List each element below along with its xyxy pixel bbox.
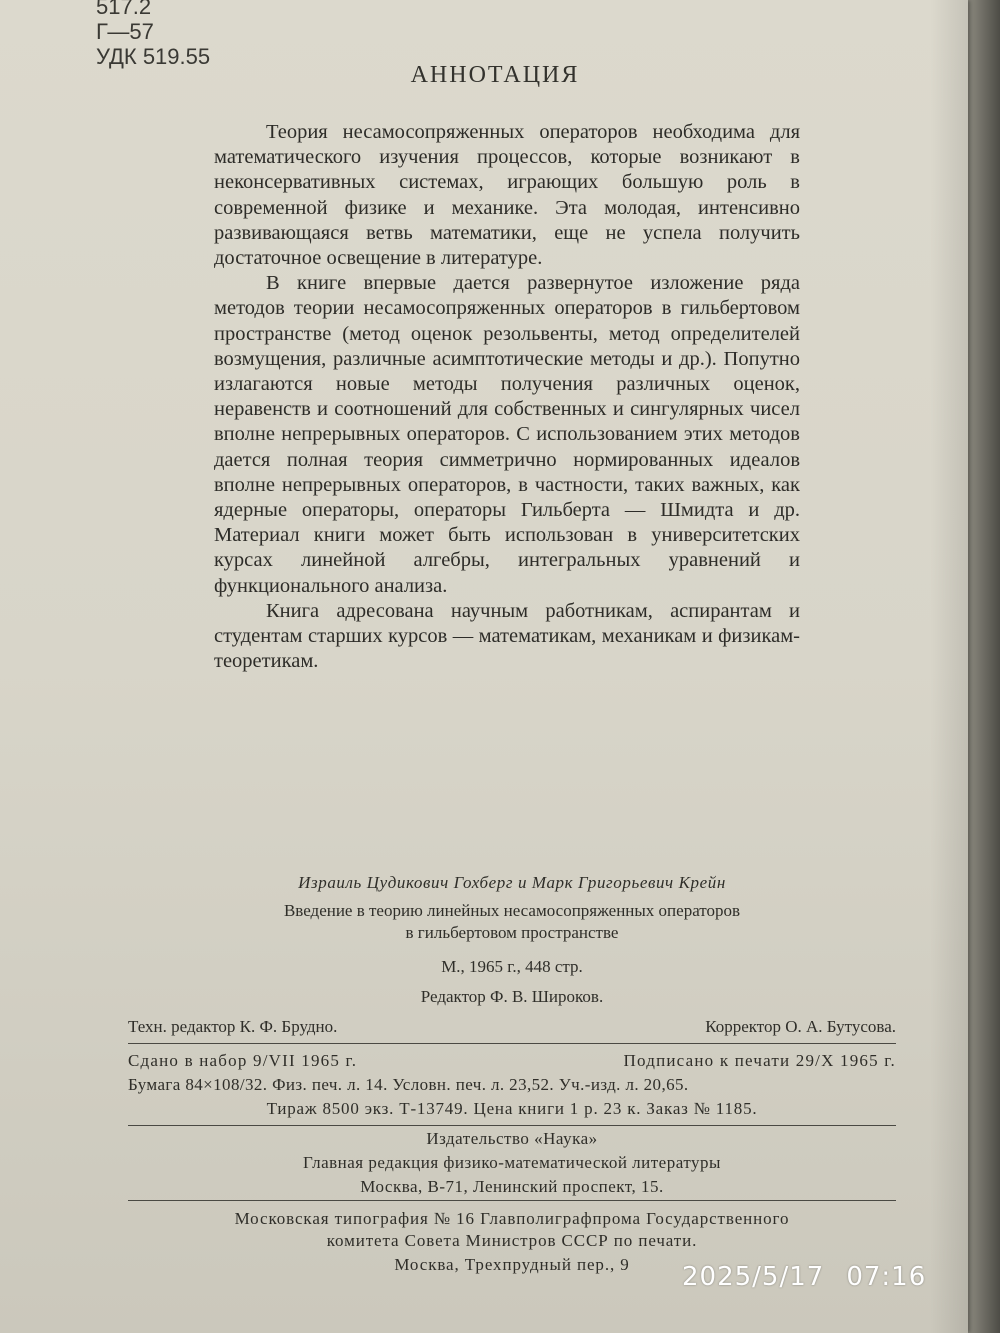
- timestamp-date: 2025/5/17: [682, 1262, 825, 1292]
- print-run: Тираж 8500 экз. Т-13749. Цена книги 1 р. 23 к. Заказ № 1185.: [266, 1099, 758, 1118]
- photo-timestamp: [682, 1262, 926, 1292]
- authors: Израиль Цудикович Гохберг и Марк Григорьевич Крейн: [298, 873, 726, 892]
- dark-edge: [968, 0, 1000, 1333]
- printer-address: Москва, Трехпрудный пер., 9: [394, 1255, 630, 1274]
- tech-editor: Техн. редактор К. Ф. Брудно.: [128, 1017, 338, 1036]
- editor: Редактор Ф. В. Широков.: [420, 987, 604, 1006]
- print-dates-row: [128, 1051, 896, 1071]
- annotation-paragraph: Книга адресована научным работникам, аспирантам и студентам старших курсов — математикам, механикам и физикам-теоретикам.: [214, 599, 800, 673]
- divider: [128, 1200, 896, 1201]
- page-fold-shadow: [930, 0, 968, 1333]
- corrector: Корректор О. А. Бутусова.: [705, 1017, 896, 1036]
- book-title-line: Введение в теорию линейных несамосопряженных операторов: [283, 901, 741, 920]
- timestamp-time: 07:16: [846, 1262, 927, 1292]
- signed-to-print: Подписано к печати 29/X 1965 г.: [623, 1051, 896, 1070]
- printer-committee: комитета Совета Министров СССР по печати.: [326, 1231, 698, 1250]
- author-mark: Г—57: [96, 19, 154, 44]
- publisher-address: Москва, В-71, Ленинский проспект, 15.: [360, 1177, 664, 1196]
- udc-code: УДК 519.55: [96, 44, 211, 69]
- divider: [128, 1125, 896, 1126]
- publisher: Издательство «Наука»: [426, 1129, 598, 1148]
- annotation-paragraph: Теория несамосопряженных операторов необходима для математического изучения процессов, которые возникают в неконсервативных системах, играющих большую роль в современной физике и механике. Эта молодая, интенсивно развивающаяся ветвь математики, еще не успела получить достаточное освещение в литературе.: [214, 121, 800, 270]
- page-title: АННОТАЦИЯ: [410, 62, 580, 88]
- classification-codes: [96, 0, 210, 69]
- tech-editor-row: [128, 1017, 896, 1037]
- paper-info: Бумага 84×108/32. Физ. печ. л. 14. Условн. печ. л. 23,52. Уч.-изд. л. 20,65.: [128, 1075, 689, 1094]
- sent-to-set: Сдано в набор 9/VII 1965 г.: [128, 1051, 358, 1070]
- publication-year: М., 1965 г., 448 стр.: [441, 957, 583, 976]
- paper-info-row: [128, 1075, 896, 1095]
- book-title-line: в гильбертовом пространстве: [405, 923, 619, 942]
- annotation-text: [214, 120, 800, 674]
- bbk-code: 517.2: [96, 0, 152, 19]
- annotation-paragraph: В книге впервые дается развернутое изложение ряда методов теории несамосопряженных операторов в гильбертовом пространстве (метод оценок резольвенты, метод определителей возмущения, различные асимптотические методы и др.). Попутно излагаются новые методы получения различных оценок, неравенств и соотношений для собственных и сингулярных чисел вполне непрерывных операторов. С использованием этих методов дается полная теория симметрично нормированных идеалов вполне непрерывных операторов, в частности, таких важных, как ядерные операторы, операторы Гильберта — Шмидта и др. Материал книги может быть использован в университетских курсах линейной алгебры, интегральных уравнений и функционального анализа.: [214, 272, 800, 597]
- publisher-department: Главная редакция физико-математической литературы: [303, 1153, 721, 1172]
- divider: [128, 1043, 896, 1044]
- printer: Московская типография № 16 Главполиграфпрома Государственного: [234, 1209, 790, 1228]
